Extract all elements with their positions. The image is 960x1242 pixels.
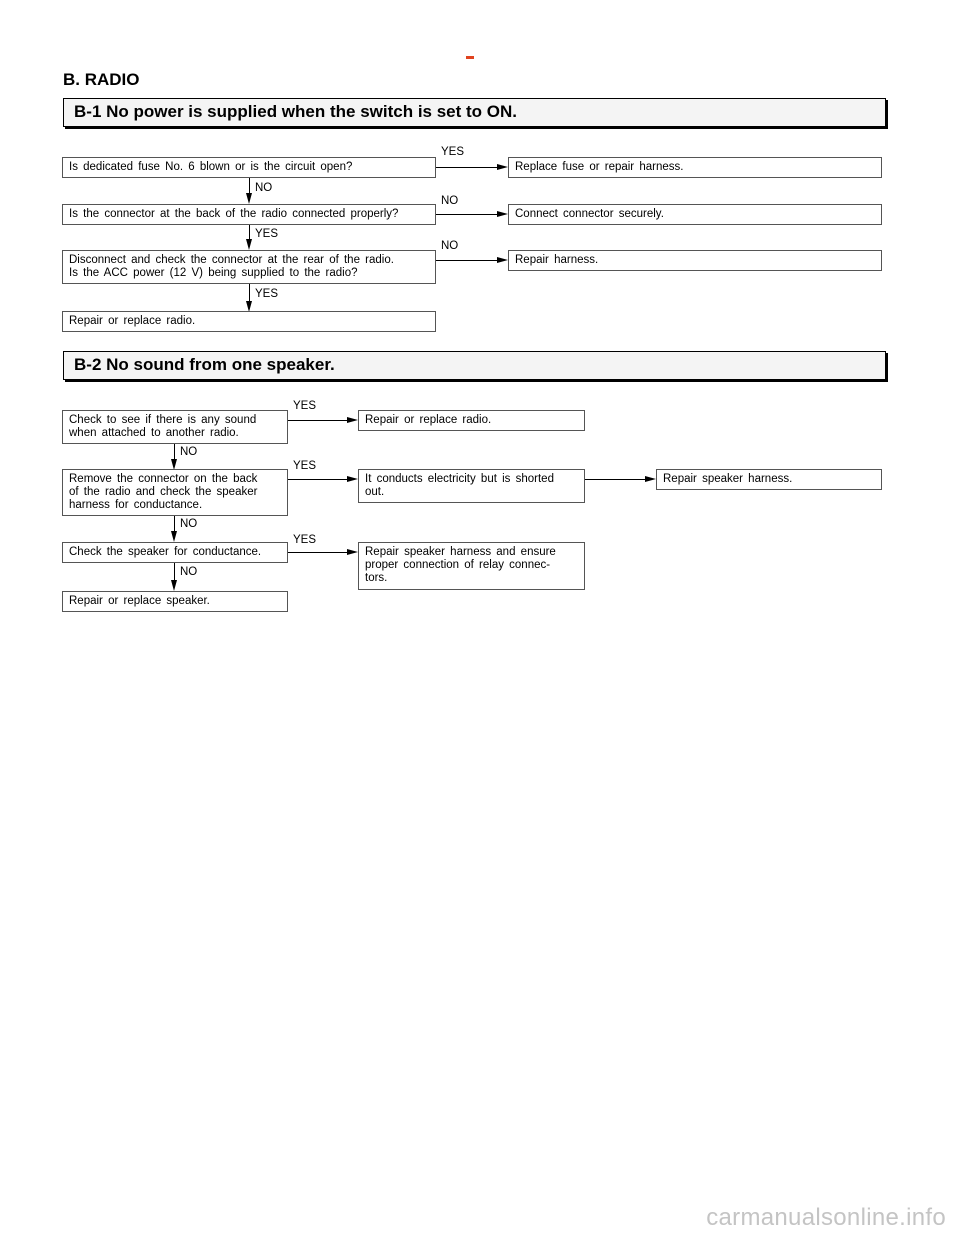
b2-result-2b — [656, 469, 882, 490]
section-title: B. RADIO — [63, 70, 140, 89]
b1-connector-1-right — [436, 167, 497, 168]
b2-connector-1-right — [288, 420, 347, 421]
arrow-right-icon — [497, 211, 508, 217]
b1-question-3-line-1: Disconnect and check the connector at the rear of the radio. — [69, 254, 394, 266]
b1-result-1 — [508, 157, 882, 178]
b1-question-2 — [62, 204, 436, 225]
b2-result-3 — [358, 542, 585, 590]
arrow-down-icon — [246, 193, 252, 204]
b2-question-2-line-1: Remove the connector on the back — [69, 473, 258, 485]
b2-label-no-2: NO — [180, 518, 198, 530]
b1-question-1-text: Is dedicated fuse No. 6 blown or is the circuit open? — [69, 161, 353, 173]
b2-label-no-1: NO — [180, 446, 198, 458]
b2-connector-2-right — [288, 479, 347, 480]
watermark: carmanualsonline.info — [706, 1204, 946, 1231]
b2-question-2 — [62, 469, 288, 516]
b2-question-3-text: Check the speaker for conductance. — [69, 546, 262, 558]
b1-label-no-3: NO — [441, 240, 459, 252]
b2-connector-3-right — [288, 552, 347, 553]
b1-label-yes-1: YES — [441, 146, 465, 158]
arrow-right-icon — [347, 417, 358, 423]
b2-result-3-line-2: proper connection of relay connec- — [365, 559, 551, 571]
b1-label-yes-2: YES — [255, 228, 279, 240]
b1-result-2 — [508, 204, 882, 225]
b1-result-3 — [508, 250, 882, 271]
b2-end-text: Repair or replace speaker. — [69, 595, 210, 607]
b2-header — [63, 351, 886, 380]
b1-result-1-text: Replace fuse or repair harness. — [515, 161, 684, 173]
b2-result-3-line-3: tors. — [365, 572, 388, 584]
b1-result-2-text: Connect connector securely. — [515, 208, 664, 220]
b2-label-yes-2: YES — [293, 460, 317, 472]
b1-end — [62, 311, 436, 332]
b1-result-3-text: Repair harness. — [515, 254, 599, 266]
b2-question-2-line-2: of the radio and check the speaker — [69, 486, 258, 498]
b1-label-yes-3: YES — [255, 288, 279, 300]
arrow-right-icon — [347, 549, 358, 555]
arrow-right-icon — [645, 476, 656, 482]
b1-question-3-line-2: Is the ACC power (12 V) being supplied to the radio? — [69, 267, 358, 279]
b1-connector-3-right — [436, 260, 497, 261]
b2-label-no-3: NO — [180, 566, 198, 578]
b2-label-yes-1: YES — [293, 400, 317, 412]
b2-result-3-line-1: Repair speaker harness and ensure — [365, 546, 556, 558]
b1-label-no-2: NO — [441, 195, 459, 207]
b2-question-1-line-2: when attached to another radio. — [69, 427, 239, 439]
arrow-right-icon — [497, 164, 508, 170]
b2-label-yes-3: YES — [293, 534, 317, 546]
b2-connector-2b-right — [585, 479, 645, 480]
b1-question-1 — [62, 157, 436, 178]
arrow-down-icon — [171, 580, 177, 591]
arrow-right-icon — [497, 257, 508, 263]
b2-connector-1-down — [174, 444, 175, 459]
b1-header-text: B-1 No power is supplied when the switch is set to ON. — [74, 102, 518, 121]
page-mark — [466, 56, 474, 59]
arrow-down-icon — [171, 531, 177, 542]
b2-header-text: B-2 No sound from one speaker. — [74, 355, 335, 374]
b2-question-2-line-3: harness for conductance. — [69, 499, 203, 511]
b2-question-3 — [62, 542, 288, 563]
b2-connector-2-down — [174, 516, 175, 531]
b1-connector-1-down — [249, 178, 250, 193]
b1-question-2-text: Is the connector at the back of the radio connected properly? — [69, 208, 399, 220]
arrow-down-icon — [246, 239, 252, 250]
b2-question-1 — [62, 410, 288, 444]
b1-header — [63, 98, 886, 127]
b2-result-1 — [358, 410, 585, 431]
b2-result-2 — [358, 469, 585, 503]
b2-question-1-line-1: Check to see if there is any sound — [69, 414, 257, 426]
b2-connector-3-down — [174, 563, 175, 580]
b2-end — [62, 591, 288, 612]
b2-result-1-text: Repair or replace radio. — [365, 414, 492, 426]
b2-result-2-line-1: It conducts electricity but is shorted — [365, 473, 554, 485]
b2-result-2b-text: Repair speaker harness. — [663, 473, 793, 485]
b1-end-text: Repair or replace radio. — [69, 315, 196, 327]
b1-connector-2-right — [436, 214, 497, 215]
b1-label-no-1: NO — [255, 182, 273, 194]
b1-connector-3-down — [249, 284, 250, 301]
arrow-right-icon — [347, 476, 358, 482]
b1-question-3 — [62, 250, 436, 284]
b1-connector-2-down — [249, 225, 250, 239]
b2-result-2-line-2: out. — [365, 486, 385, 498]
